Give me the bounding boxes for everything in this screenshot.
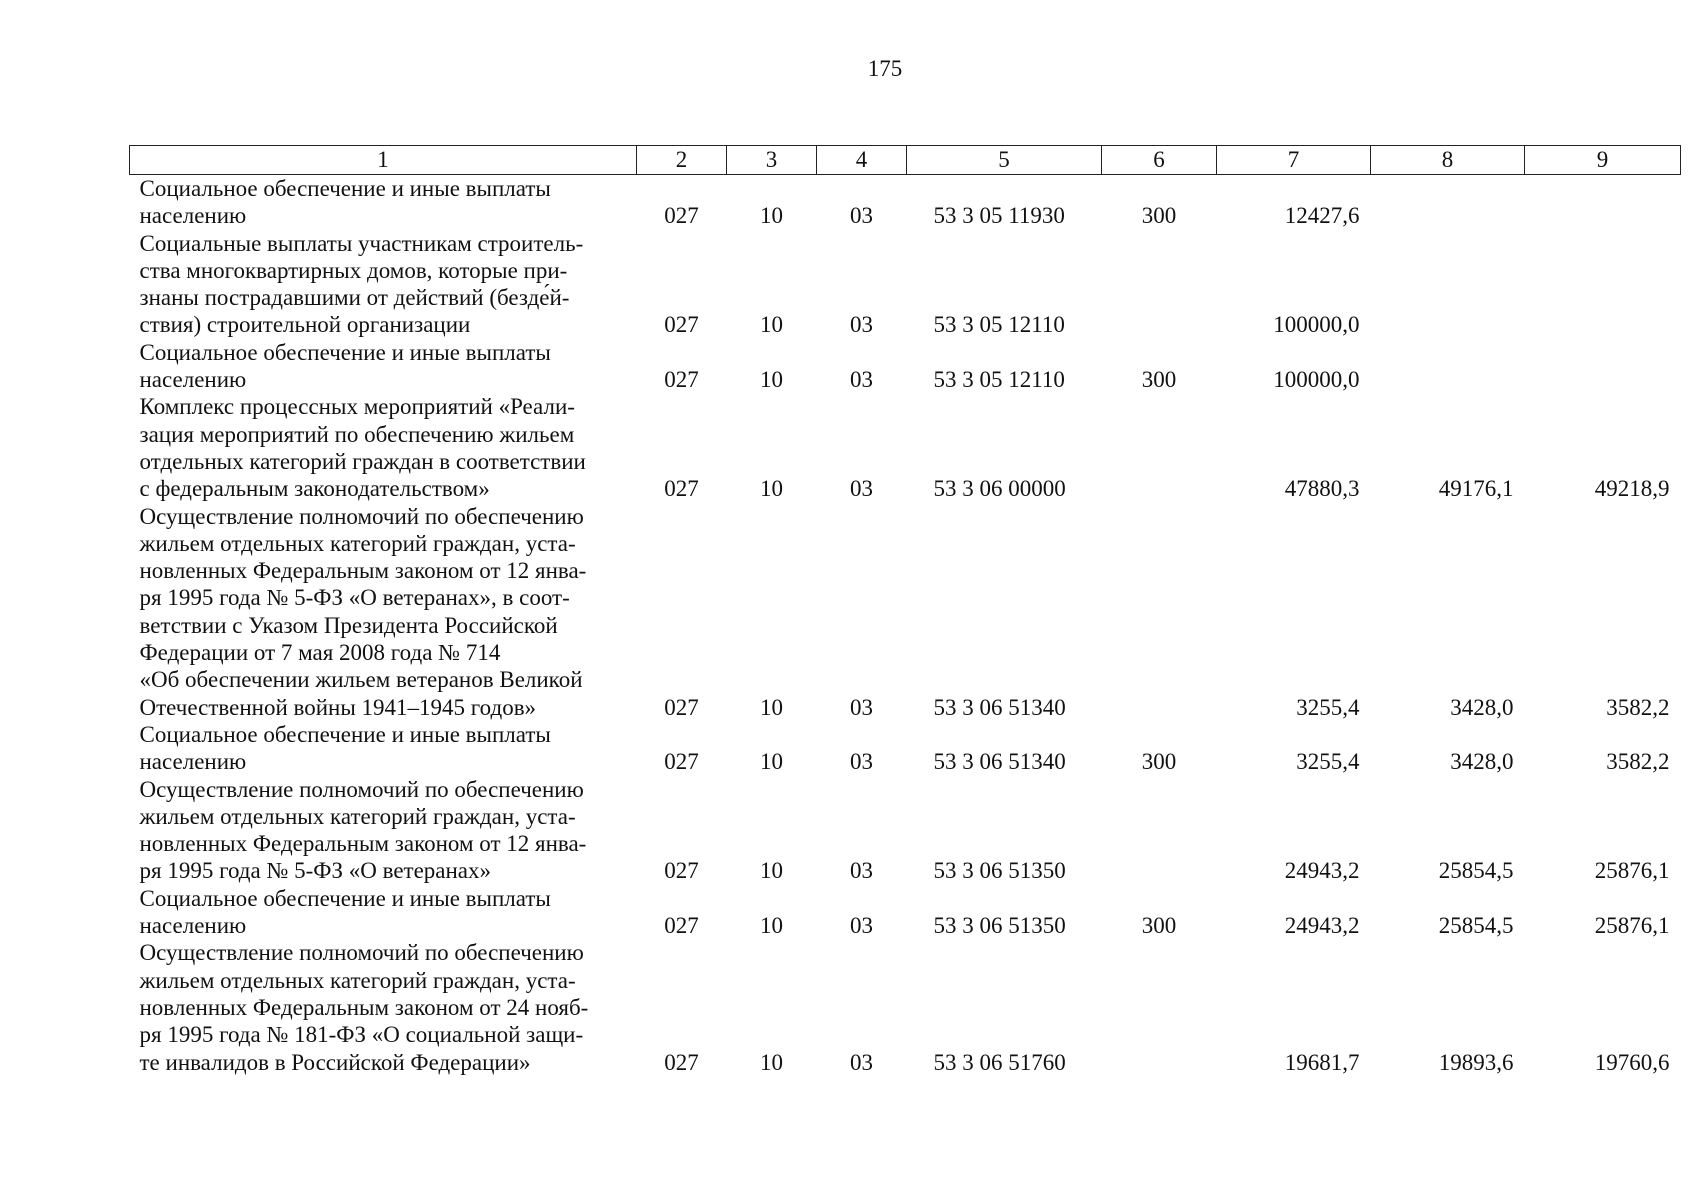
description-line: знаны пострадавшими от действий (безде́й- [139, 285, 570, 311]
table-row [130, 339, 1681, 394]
cell-target-article: 53 3 06 51340 [933, 749, 1066, 775]
cell-subsection: 03 [850, 312, 873, 338]
description-line: те инвалидов в Российской Федерации» [139, 1049, 531, 1075]
cell-expense-type: 300 [1141, 913, 1177, 939]
description-line: Социальное обеспечение и иные выплаты [139, 721, 551, 747]
cell-ministry-code: 027 [664, 749, 699, 775]
cell-subsection: 03 [850, 749, 873, 775]
table-header-row [130, 146, 1681, 175]
column-header-5: 5 [907, 146, 1102, 175]
column-header-9: 9 [1525, 146, 1681, 175]
cell-description [130, 939, 637, 1075]
cell-section: 10 [760, 913, 783, 939]
description-line: ря 1995 года № 181-ФЗ «О социальной защи- [139, 1022, 584, 1048]
description-line: ря 1995 года № 5-ФЗ «О ветеранах» [139, 858, 492, 884]
cell-amount-year2: 3428,0 [1450, 749, 1514, 775]
table-body [130, 175, 1681, 1076]
cell-description [130, 885, 637, 940]
cell-section: 10 [760, 367, 783, 393]
cell-description [130, 175, 637, 230]
cell-ministry-code: 027 [664, 694, 699, 720]
description-line: с федеральным законодательством» [139, 476, 490, 502]
description-line: ства многоквартирных домов, которые при- [139, 257, 568, 283]
cell-section: 10 [760, 694, 783, 720]
cell-amount-year2: 19893,6 [1438, 1049, 1514, 1075]
cell-description [130, 776, 637, 885]
cell-subsection: 03 [850, 367, 873, 393]
description-line: населению [139, 749, 247, 775]
cell-expense-type [1102, 393, 1217, 502]
description-line: жильем отдельных категорий граждан, уста- [139, 967, 576, 993]
cell-expense-type: 300 [1141, 749, 1177, 775]
column-header-2: 2 [637, 146, 727, 175]
cell-amount-year3 [1525, 339, 1681, 394]
cell-section: 10 [760, 1049, 783, 1075]
description-line: Социальное обеспечение и иные выплаты [139, 339, 551, 365]
cell-expense-type [1102, 230, 1217, 339]
cell-target-article: 53 3 06 51350 [933, 913, 1066, 939]
column-header-8: 8 [1371, 146, 1525, 175]
description-line: жильем отдельных категорий граждан, уста- [139, 530, 576, 556]
table-row [130, 721, 1681, 776]
page-number: 175 [867, 56, 903, 81]
table-row [130, 939, 1681, 1075]
cell-expense-type [1102, 776, 1217, 885]
cell-section: 10 [760, 749, 783, 775]
cell-amount-year2 [1371, 230, 1525, 339]
cell-amount-year1: 3255,4 [1296, 694, 1360, 720]
column-header-1: 1 [130, 146, 637, 175]
cell-amount-year1: 12427,6 [1284, 203, 1360, 229]
cell-target-article: 53 3 06 51350 [933, 858, 1066, 884]
cell-amount-year1: 47880,3 [1284, 476, 1360, 502]
cell-target-article: 53 3 05 12110 [933, 312, 1065, 338]
cell-amount-year2: 25854,5 [1438, 858, 1514, 884]
column-header-4: 4 [817, 146, 907, 175]
cell-target-article: 53 3 06 00000 [933, 476, 1066, 502]
cell-amount-year3: 25876,1 [1594, 858, 1670, 884]
cell-amount-year3: 3582,2 [1606, 749, 1670, 775]
description-line: ветствии с Указом Президента Российской [139, 612, 558, 638]
description-line: Отечественной войны 1941–1945 годов» [139, 694, 537, 720]
description-line: Федерации от 7 мая 2008 года № 714 [139, 640, 501, 666]
cell-amount-year1: 24943,2 [1284, 858, 1360, 884]
cell-amount-year3: 25876,1 [1594, 913, 1670, 939]
cell-ministry-code: 027 [664, 203, 699, 229]
cell-ministry-code: 027 [664, 1049, 699, 1075]
cell-amount-year2 [1371, 339, 1525, 394]
description-line: населению [139, 913, 247, 939]
cell-subsection: 03 [850, 694, 873, 720]
cell-amount-year2: 49176,1 [1438, 476, 1514, 502]
description-line: Социальное обеспечение и иные выплаты [139, 885, 551, 911]
cell-section: 10 [760, 476, 783, 502]
cell-amount-year3 [1525, 230, 1681, 339]
cell-expense-type [1102, 939, 1217, 1075]
cell-amount-year3: 19760,6 [1594, 1049, 1670, 1075]
description-line: жильем отдельных категорий граждан, уста- [139, 803, 576, 829]
cell-section: 10 [760, 858, 783, 884]
cell-description [130, 230, 637, 339]
description-line: новленных Федеральным законом от 12 янва- [139, 558, 587, 584]
cell-target-article: 53 3 05 12110 [933, 367, 1065, 393]
description-line: новленных Федеральным законом от 24 нояб- [139, 994, 589, 1020]
description-line: «Об обеспечении жильем ветеранов Великой [139, 667, 583, 693]
cell-ministry-code: 027 [664, 476, 699, 502]
cell-ministry-code: 027 [664, 913, 699, 939]
table-row [130, 393, 1681, 502]
cell-subsection: 03 [850, 913, 873, 939]
cell-amount-year2 [1371, 175, 1525, 230]
description-line: населению [139, 203, 247, 229]
cell-description [130, 721, 637, 776]
description-line: отдельных категорий граждан в соответствии [139, 448, 586, 474]
cell-ministry-code: 027 [664, 858, 699, 884]
description-line: Социальное обеспечение и иные выплаты [139, 176, 551, 201]
cell-section: 10 [760, 312, 783, 338]
cell-amount-year1: 100000,0 [1273, 312, 1360, 338]
cell-section: 10 [760, 203, 783, 229]
budget-table [129, 145, 1681, 1076]
cell-subsection: 03 [850, 1049, 873, 1075]
cell-amount-year3: 3582,2 [1606, 694, 1670, 720]
cell-description [130, 339, 637, 394]
column-header-3: 3 [727, 146, 817, 175]
cell-amount-year1: 100000,0 [1273, 367, 1360, 393]
cell-amount-year3: 49218,9 [1594, 476, 1670, 502]
description-line: зация мероприятий по обеспечению жильем [139, 421, 575, 447]
description-line: ря 1995 года № 5-ФЗ «О ветеранах», в соот- [139, 585, 570, 611]
cell-expense-type: 300 [1141, 367, 1177, 393]
cell-ministry-code: 027 [664, 367, 699, 393]
cell-description [130, 393, 637, 502]
description-line: Социальные выплаты участникам строитель- [139, 230, 584, 256]
cell-target-article: 53 3 06 51760 [933, 1049, 1066, 1075]
description-line: ствия) строительной организации [139, 312, 471, 338]
description-line: населению [139, 367, 247, 393]
cell-amount-year2: 25854,5 [1438, 913, 1514, 939]
cell-amount-year3 [1525, 175, 1681, 230]
table-row [130, 175, 1681, 230]
cell-amount-year1: 24943,2 [1284, 913, 1360, 939]
column-header-7: 7 [1217, 146, 1371, 175]
cell-subsection: 03 [850, 476, 873, 502]
cell-amount-year1: 19681,7 [1284, 1049, 1360, 1075]
column-header-6: 6 [1102, 146, 1217, 175]
cell-amount-year1: 3255,4 [1296, 749, 1360, 775]
cell-description [130, 503, 637, 721]
table-row [130, 503, 1681, 721]
description-line: Осуществление полномочий по обеспечению [139, 940, 584, 966]
cell-ministry-code: 027 [664, 312, 699, 338]
cell-expense-type [1102, 503, 1217, 721]
description-line: Осуществление полномочий по обеспечению [139, 503, 584, 529]
description-line: Комплекс процессных мероприятий «Реали- [139, 394, 575, 420]
cell-subsection: 03 [850, 203, 873, 229]
description-line: новленных Федеральным законом от 12 янва- [139, 831, 587, 857]
table-row [130, 885, 1681, 940]
description-line: Осуществление полномочий по обеспечению [139, 776, 584, 802]
table-row [130, 776, 1681, 885]
cell-target-article: 53 3 05 11930 [933, 203, 1065, 229]
cell-expense-type: 300 [1141, 203, 1177, 229]
table-row [130, 230, 1681, 339]
cell-subsection: 03 [850, 858, 873, 884]
cell-amount-year2: 3428,0 [1450, 694, 1514, 720]
cell-target-article: 53 3 06 51340 [933, 694, 1066, 720]
